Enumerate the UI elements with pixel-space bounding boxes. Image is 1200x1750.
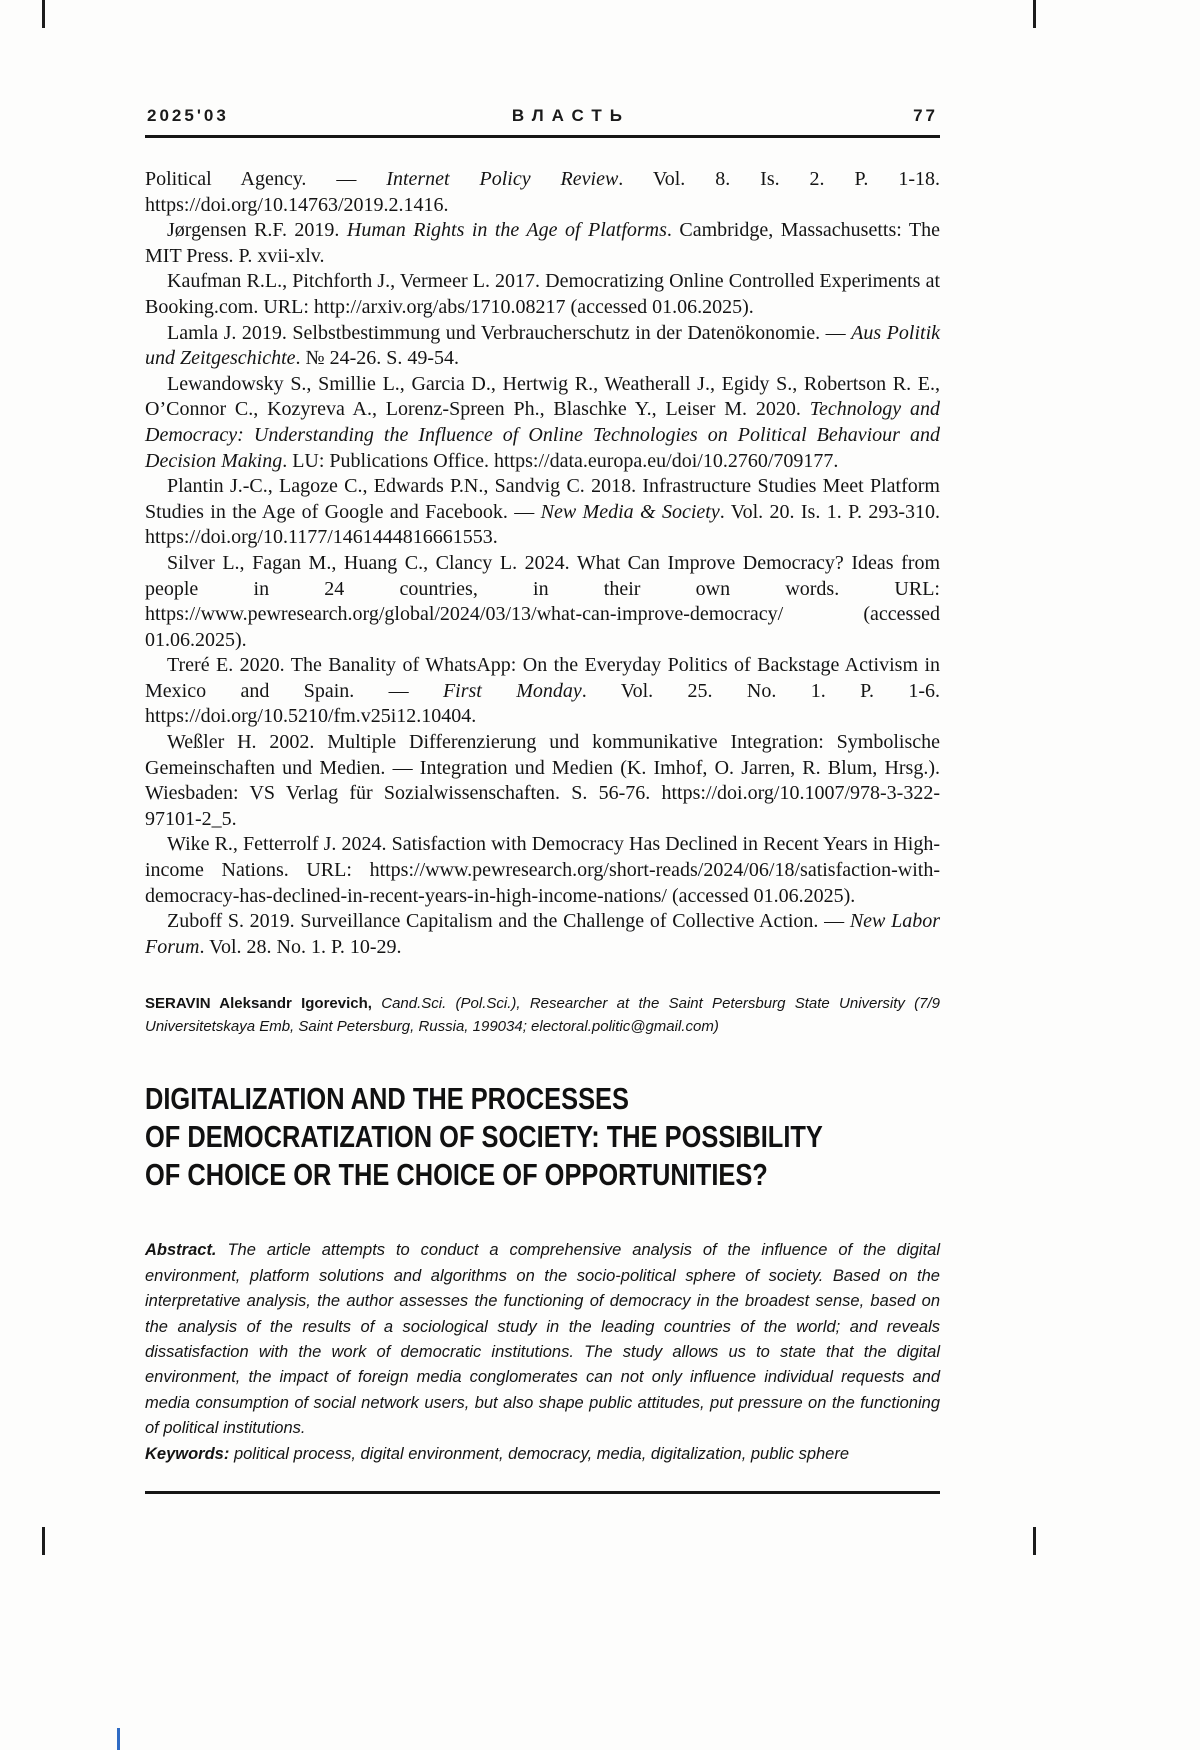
reference-text: . Vol. 28. No. 1. P. 10-29. xyxy=(199,935,402,958)
reference-title-italic: New Labor Forum xyxy=(145,910,940,958)
reference-entry xyxy=(145,909,940,960)
author-name: SERAVIN Aleksandr Igorevich, xyxy=(145,995,372,1013)
reference-text: Lamla J. 2019. Selbstbestimmung und Verbraucherschutz in der Datenökonomie. — xyxy=(167,321,852,344)
reference-text: Treré E. 2020. The Banality of WhatsApp: On the Everyday Politics of Backstage Activism in Mexico and Spain. — xyxy=(145,654,940,702)
journal-issue: 2025'03 xyxy=(147,106,229,125)
reference-text: . № 24-26. S. 49-54. xyxy=(295,347,460,370)
keywords-label: Keywords: xyxy=(145,1444,230,1463)
abstract xyxy=(145,1238,940,1441)
crop-mark-top-left xyxy=(42,0,45,28)
reference-text: Plantin J.-C., Lagoze C., Edwards P.N., Sandvig C. 2018. Infrastructure Studies Meet Platform Studies in the Age of Google and Facebook. — xyxy=(145,475,940,523)
reference-title-italic: Human Rights in the Age of Platforms xyxy=(346,219,667,242)
reference-text: Jørgensen R.F. 2019. xyxy=(167,219,347,242)
reference-entry xyxy=(145,372,940,474)
bottom-rule xyxy=(145,1491,940,1494)
crop-mark-bottom-right xyxy=(1033,1527,1036,1555)
keywords-text: political process, digital environment, democracy, media, digitalization, public sphere xyxy=(229,1444,850,1463)
running-head xyxy=(145,106,940,135)
article-title: DIGITALIZATION AND THE PROCESSES OF DEMOCRATIZATION OF SOCIETY: THE POSSIBILITY OF CHOICE OR THE CHOICE OF OPPORTUNITIES? xyxy=(145,1081,823,1193)
crop-mark-top-right xyxy=(1033,0,1036,28)
references-list xyxy=(145,167,940,960)
reference-text: Weßler H. 2002. Multiple Differenzierung und kommunikative Integration: Symbolische Gemeinschaften und Medien. — Integration und Medien (K. Imhof, O. Jarren, R. Blum, Hrsg.). Wiesbaden: VS Verlag für Sozialwissenschaften. S. 56-76. https://doi.org/10.1007/978-3-322-97101-2_5. xyxy=(145,731,940,830)
reference-text: Silver L., Fagan M., Huang C., Clancy L. 2024. What Can Improve Democracy? Ideas from people in 24 countries, in their own words. URL: https://www.pewresearch.org/global/2024/03/13/what-can-improve-democracy/ (accessed 01.06.2025). xyxy=(145,551,940,651)
crop-mark-bottom-left xyxy=(42,1527,45,1555)
header-rule xyxy=(145,135,940,138)
reference-text: . Vol. 25. No. 1. P. 1-6. https://doi.org/10.5210/fm.v25i12.10404. xyxy=(145,679,940,728)
journal-title: ВЛАСТЬ xyxy=(511,106,630,125)
reference-text: . Vol. 8. Is. 2. P. 1-18. https://doi.org/10.14763/2019.2.1416. xyxy=(145,168,940,216)
reference-entry xyxy=(145,551,940,653)
reference-text: . Vol. 20. Is. 1. P. 293-310. https://doi.org/10.1177/1461444816661553. xyxy=(145,500,941,549)
reference-entry xyxy=(145,167,940,218)
reference-title-italic: New Media & Society xyxy=(540,500,720,523)
reference-text: Zuboff S. 2019. Surveillance Capitalism and the Challenge of Collective Action. — xyxy=(167,910,850,933)
reference-text: . LU: Publications Office. https://data.europa.eu/doi/10.2760/709177. xyxy=(282,449,839,472)
reference-entry xyxy=(145,832,940,909)
reference-text: Lewandowsky S., Smillie L., Garcia D., Hertwig R., Weatherall J., Egidy S., Robertson R. E., O’Connor C., Kozyreva A., Lorenz-Spreen Ph., Blaschke Y., Leiser M. 2020. xyxy=(145,372,940,421)
reference-text: . Cambridge, Massachusetts: The MIT Press. P. xvii-xlv. xyxy=(145,219,940,267)
reference-title-italic: Technology and Democracy: Understanding the Influence of Online Technologies on Political Behaviour and Decision Making xyxy=(145,398,940,472)
reference-title-italic: First Monday xyxy=(442,679,582,702)
reference-text: Kaufman R.L., Pitchforth J., Vermeer L. 2017. Democratizing Online Controlled Experiments at Booking.com. URL: http://arxiv.org/abs/1710.08217 (accessed 01.06.2025). xyxy=(145,270,940,318)
reference-entry xyxy=(145,730,940,832)
reference-text: Political Agency. — xyxy=(145,168,387,190)
reference-entry xyxy=(145,474,940,551)
reference-entry xyxy=(145,321,940,372)
page-content xyxy=(145,106,940,1494)
author-affiliation: Cand.Sci. (Pol.Sci.), Researcher at the Saint Petersburg State University (7/9 Universitetskaya Emb, Saint Petersburg, Russia, 199034; electoral.politic@gmail.com) xyxy=(145,995,940,1036)
keywords xyxy=(145,1442,940,1467)
registration-mark-blue xyxy=(117,1728,120,1750)
reference-entry xyxy=(145,653,940,730)
page-number: 77 xyxy=(913,106,938,125)
reference-text: Wike R., Fetterrolf J. 2024. Satisfaction with Democracy Has Declined in Recent Years in High-income Nations. URL: https://www.pewresearch.org/short-reads/2024/06/18/satisfaction-with-democracy-has-declined-in-recent-years-in-high-income-nations/ (accessed 01.06.2025). xyxy=(145,833,940,907)
reference-title-italic: Internet Policy Review xyxy=(386,168,619,190)
author-info xyxy=(145,992,940,1038)
reference-entry xyxy=(145,269,940,320)
reference-entry xyxy=(145,218,940,269)
reference-title-italic: Aus Politik und Zeitgeschichte xyxy=(145,321,940,370)
abstract-label: Abstract. xyxy=(145,1241,217,1260)
abstract-text: The article attempts to conduct a comprehensive analysis of the influence of the digital environment, platform solutions and algorithms on the socio-political sphere of society. Based on the interpretative analysis, the author assesses the functioning of democracy in the broadest sense, based on the analysis of the results of a sociological study in the leading countries of the world; and reveals dissatisfaction with the work of democratic institutions. The study allows us to state that the digital environment, the impact of foreign media conglomerates can not only influence individual requests and media consumption of social network users, but also shape public attitudes, put pressure on the functioning of political institutions. xyxy=(145,1241,940,1438)
